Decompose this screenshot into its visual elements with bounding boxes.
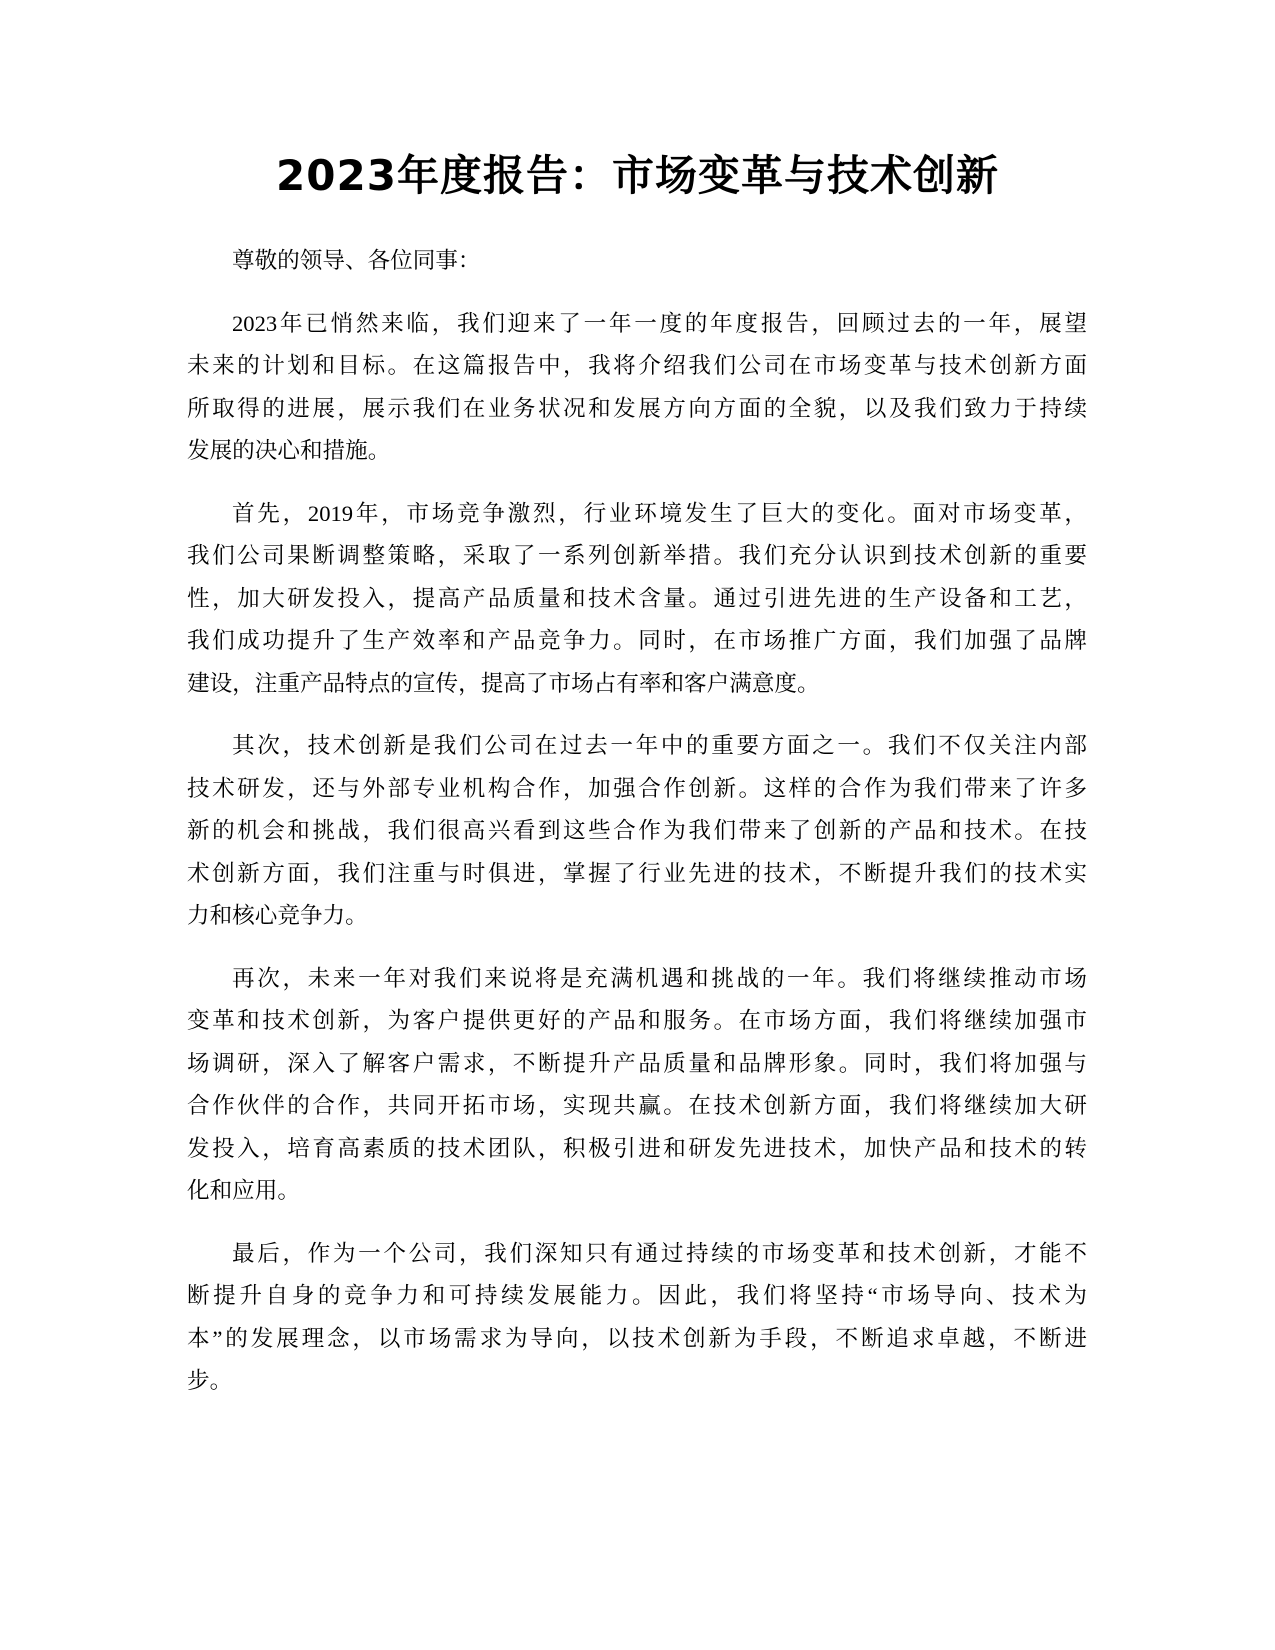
document-title: 2023年度报告：市场变革与技术创新 [276, 151, 999, 200]
paragraph-line: 未来的计划和目标。在这篇报告中，我将介绍我们公司在市场变革与技术创新方面 [187, 353, 1087, 378]
paragraph-line: 性，加大研发投入，提高产品质量和技术含量。通过引进先进的生产设备和工艺， [187, 585, 1087, 611]
greeting: 尊敬的领导、各位同事： [232, 248, 481, 273]
paragraph-2 [187, 473, 1087, 706]
paragraph-line: 合作伙伴的合作，共同开拓市场，实现共赢。在技术创新方面，我们将继续加大研 [187, 1093, 1087, 1118]
paragraph-3 [187, 705, 1087, 938]
paragraph-line: 我们公司果断调整策略，采取了一系列创新举措。我们充分认识到技术创新的重要 [187, 543, 1087, 568]
paragraph-line: 我们成功提升了生产效率和产品竞争力。同时，在市场推广方面，我们加强了品牌 [187, 628, 1087, 653]
paragraph-line: 发展的决心和措施。 [187, 438, 391, 463]
document-body [187, 240, 1087, 1403]
paragraph-line: 再次，未来一年对我们来说将是充满机遇和挑战的一年。我们将继续推动市场 [232, 965, 1087, 991]
paragraph-line: 首先，2019年，市场竞争激烈，行业环境发生了巨大的变化。面对市场变革， [232, 500, 1087, 526]
paragraph-line: 建设，注重产品特点的宣传，提高了市场占有率和客户满意度。 [187, 670, 820, 696]
paragraph-line: 化和应用。 [187, 1178, 300, 1203]
paragraph-line: 发投入，培育高素质的技术团队，积极引进和研发先进技术，加快产品和技术的转 [187, 1135, 1087, 1161]
paragraph-line: 所取得的进展，展示我们在业务状况和发展方向方面的全貌，以及我们致力于持续 [187, 395, 1087, 421]
paragraph-line: 变革和技术创新，为客户提供更好的产品和服务。在市场方面，我们将继续加强市 [187, 1008, 1087, 1033]
paragraph-line: 断提升自身的竞争力和可持续发展能力。因此，我们将坚持“市场导向、技术为 [187, 1283, 1087, 1308]
paragraph-line: 其次，技术创新是我们公司在过去一年中的重要方面之一。我们不仅关注内部 [232, 733, 1087, 758]
paragraph-line: 技术研发，还与外部专业机构合作，加强合作创新。这样的合作为我们带来了许多 [187, 775, 1087, 801]
paragraph-line: 场调研，深入了解客户需求，不断提升产品质量和品牌形象。同时，我们将加强与 [187, 1050, 1087, 1076]
paragraph-1 [187, 283, 1087, 473]
paragraph-line: 最后，作为一个公司，我们深知只有通过持续的市场变革和技术创新，才能不 [232, 1240, 1087, 1266]
paragraph-line: 2023年已悄然来临，我们迎来了一年一度的年度报告，回顾过去的一年，展望 [232, 310, 1087, 336]
paragraph-line: 力和核心竞争力。 [187, 903, 368, 928]
paragraph-line: 步。 [187, 1368, 233, 1393]
paragraph-line: 术创新方面，我们注重与时俱进，掌握了行业先进的技术，不断提升我们的技术实 [187, 860, 1087, 886]
paragraph-line: 新的机会和挑战，我们很高兴看到这些合作为我们带来了创新的产品和技术。在技 [187, 818, 1087, 843]
paragraph-4 [187, 938, 1087, 1213]
paragraph-5 [187, 1213, 1087, 1403]
paragraph-line: 本”的发展理念，以市场需求为导向，以技术创新为手段，不断追求卓越，不断进 [187, 1325, 1087, 1351]
